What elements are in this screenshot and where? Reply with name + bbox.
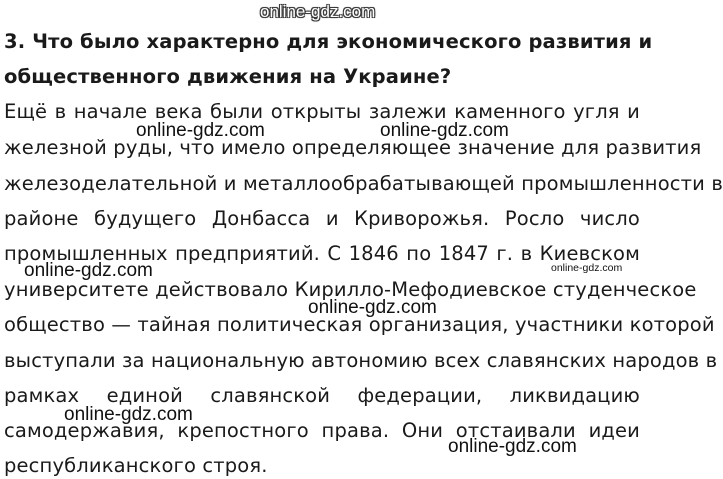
answer-line-7: общество — тайная политическая организация, участники которой [4, 313, 715, 336]
answer-line-6: университете действовало Кирилло-Мефодиевское студенческое [4, 278, 697, 301]
answer-line-2: железной руды, что имело определяющее значение для развития [4, 136, 702, 159]
answer-line-8: выступали за национальную автономию всех славянских народов в [4, 349, 718, 372]
question-line-1: 3. Что было характерно для экономического развития и [4, 30, 653, 53]
watermark-4: online-gdz.com [308, 297, 437, 318]
watermark-2: online-gdz.com [380, 120, 509, 141]
answer-line-10: самодержавия, крепостного права. Они отстаивали идеи [4, 419, 640, 442]
answer-line-4: районе будущего Донбасса и Криворожья. Росло число [4, 207, 640, 230]
watermark-3: online-gdz.com [24, 260, 153, 281]
watermark-1: online-gdz.com [136, 120, 265, 141]
answer-line-5: промышленных предприятий. С 1846 по 1847 г. в Киевском [4, 242, 640, 265]
answer-line-11: республиканского строя. [4, 454, 268, 477]
answer-line-9: рамках единой славянской федерации, ликвидацию [4, 384, 640, 407]
watermark-6: online-gdz.com [448, 436, 577, 457]
answer-line-3: железоделательной и металлообрабатывающей промышленности в [4, 172, 723, 195]
answer-line-1: Ещё в начале века были открыты залежи каменного угля и [4, 100, 640, 123]
question-line-2: общественного движения на Украине? [4, 65, 452, 88]
watermark-top: online-gdz.com [260, 2, 376, 21]
watermark-small: online-gdz.com [551, 262, 623, 274]
watermark-5: online-gdz.com [64, 404, 193, 425]
